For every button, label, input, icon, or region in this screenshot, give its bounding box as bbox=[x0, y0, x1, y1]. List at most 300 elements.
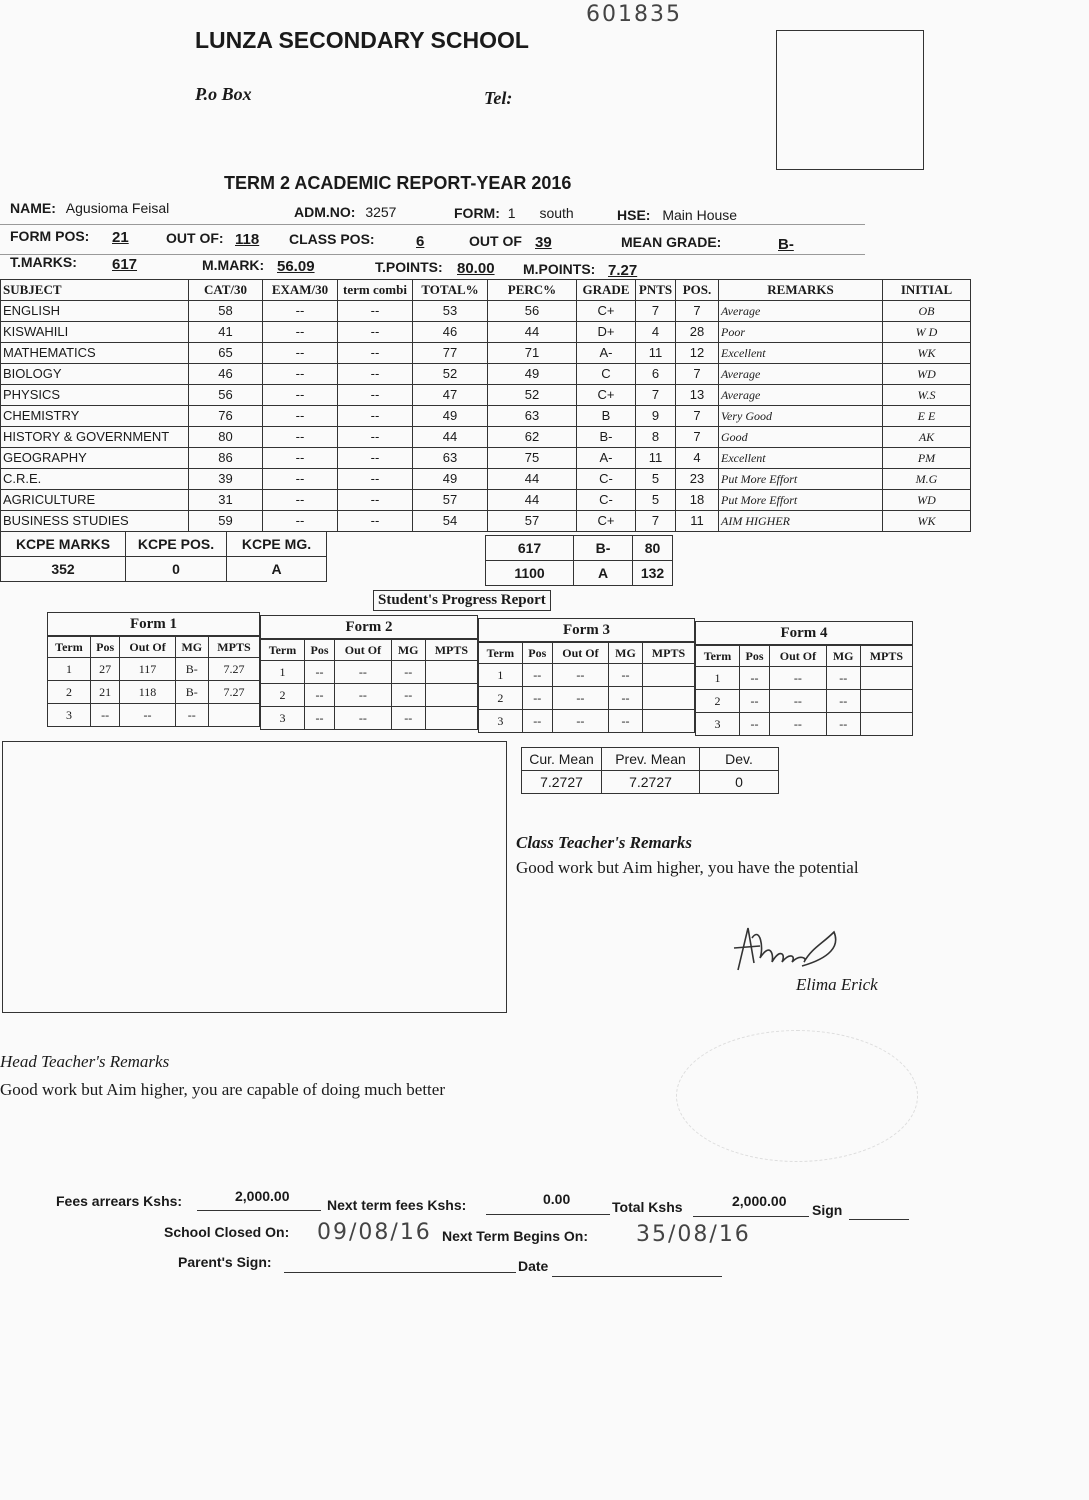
progress-cell: 118 bbox=[120, 681, 175, 704]
progress-form-4 bbox=[695, 621, 913, 736]
out-of-value: 118 bbox=[235, 231, 260, 248]
term-combi: -- bbox=[338, 427, 413, 448]
mean-value-cell: 0 bbox=[700, 771, 779, 794]
progress-cell: 21 bbox=[90, 681, 119, 704]
progress-cell: -- bbox=[739, 713, 769, 736]
grade: C- bbox=[577, 469, 636, 490]
remark: Poor bbox=[719, 322, 883, 343]
po-box-label: P.o Box bbox=[195, 84, 252, 104]
faded-stamp bbox=[676, 1030, 918, 1162]
class-teacher-text: Good work but Aim higher, you have the potential bbox=[516, 858, 859, 877]
progress-row bbox=[696, 690, 913, 713]
marks-header-cell: REMARKS bbox=[719, 280, 883, 301]
photo-box bbox=[776, 30, 924, 170]
marks-header-cell: term combi bbox=[338, 280, 413, 301]
progress-row bbox=[48, 704, 260, 727]
total-value: 2,000.00 bbox=[732, 1193, 787, 1209]
exam-score: -- bbox=[263, 343, 338, 364]
progress-cell bbox=[208, 704, 259, 727]
kcpe-header-cell: KCPE POS. bbox=[126, 532, 227, 557]
perc-score: 44 bbox=[488, 322, 577, 343]
points: 5 bbox=[636, 490, 676, 511]
subject-row bbox=[1, 427, 971, 448]
progress-cell: -- bbox=[739, 690, 769, 713]
subject-row bbox=[1, 448, 971, 469]
progress-row bbox=[261, 684, 478, 707]
subject-name: AGRICULTURE bbox=[1, 490, 189, 511]
progress-row bbox=[261, 661, 478, 684]
points: 7 bbox=[636, 511, 676, 532]
mean-value-row bbox=[522, 771, 779, 794]
term-combi: -- bbox=[338, 406, 413, 427]
initial: OB bbox=[883, 301, 971, 322]
progress-header-cell: Pos bbox=[304, 640, 334, 661]
total-marks: 1100 bbox=[486, 561, 574, 586]
total-percent: 53 bbox=[413, 301, 488, 322]
cat-score: 46 bbox=[189, 364, 263, 385]
progress-cell bbox=[860, 667, 912, 690]
perc-score: 56 bbox=[488, 301, 577, 322]
class-pos-label: CLASS POS: bbox=[289, 231, 375, 247]
progress-cell: 2 bbox=[261, 684, 305, 707]
comment-box bbox=[2, 741, 507, 1013]
grade: D+ bbox=[577, 322, 636, 343]
form-value: 1 bbox=[507, 205, 516, 221]
out-of-2-label: OUT OF bbox=[469, 233, 522, 249]
progress-cell: -- bbox=[522, 710, 552, 733]
total-points: 80 bbox=[633, 536, 673, 561]
date-line bbox=[552, 1276, 722, 1277]
form-pos-label: FORM POS: bbox=[10, 228, 90, 244]
exam-score: -- bbox=[263, 448, 338, 469]
position: 7 bbox=[676, 364, 719, 385]
cat-score: 76 bbox=[189, 406, 263, 427]
perc-score: 71 bbox=[488, 343, 577, 364]
total-percent: 52 bbox=[413, 364, 488, 385]
progress-cell: B- bbox=[175, 681, 208, 704]
cat-score: 56 bbox=[189, 385, 263, 406]
school-name: LUNZA SECONDARY SCHOOL bbox=[195, 27, 529, 53]
initial: M.G bbox=[883, 469, 971, 490]
progress-cell: -- bbox=[304, 707, 334, 730]
initial: WK bbox=[883, 343, 971, 364]
remark: Good bbox=[719, 427, 883, 448]
exam-score: -- bbox=[263, 301, 338, 322]
total-percent: 77 bbox=[413, 343, 488, 364]
marks-header-cell: PNTS bbox=[636, 280, 676, 301]
adm-number: 3257 bbox=[365, 204, 397, 220]
perc-score: 49 bbox=[488, 364, 577, 385]
progress-form-heading: Form 2 bbox=[260, 615, 478, 639]
subject-name: MATHEMATICS bbox=[1, 343, 189, 364]
remark: Put More Effort bbox=[719, 469, 883, 490]
kcpe-header-cell: KCPE MARKS bbox=[1, 532, 126, 557]
position: 4 bbox=[676, 448, 719, 469]
progress-cell: 1 bbox=[696, 667, 740, 690]
exam-score: -- bbox=[263, 406, 338, 427]
perc-score: 62 bbox=[488, 427, 577, 448]
progress-header-cell: Out Of bbox=[120, 637, 175, 658]
head-teacher-text: Good work but Aim higher, you are capable of doing much better bbox=[0, 1080, 445, 1099]
position: 11 bbox=[676, 511, 719, 532]
kcpe-header-cell: KCPE MG. bbox=[227, 532, 327, 557]
total-percent: 57 bbox=[413, 490, 488, 511]
remark: Put More Effort bbox=[719, 490, 883, 511]
progress-form-2 bbox=[260, 615, 478, 730]
progress-cell: -- bbox=[609, 687, 643, 710]
progress-cell: 3 bbox=[261, 707, 305, 730]
progress-cell bbox=[642, 687, 694, 710]
perc-score: 44 bbox=[488, 469, 577, 490]
progress-cell: 27 bbox=[90, 658, 119, 681]
marks-header-cell: CAT/30 bbox=[189, 280, 263, 301]
term-combi: -- bbox=[338, 385, 413, 406]
marks-table bbox=[0, 279, 971, 532]
progress-form-heading: Form 3 bbox=[478, 618, 695, 642]
mean-header-cell: Prev. Mean bbox=[602, 748, 700, 771]
progress-cell: -- bbox=[522, 687, 552, 710]
total-percent: 44 bbox=[413, 427, 488, 448]
kcpe-header-row bbox=[1, 532, 327, 557]
school-closed-date: 09/08/16 bbox=[317, 1220, 432, 1245]
marks-header-row bbox=[1, 280, 971, 301]
totals-row bbox=[486, 561, 673, 586]
initial: PM bbox=[883, 448, 971, 469]
progress-table bbox=[478, 642, 695, 733]
class-pos-value: 6 bbox=[416, 233, 425, 250]
exam-score: -- bbox=[263, 511, 338, 532]
progress-form-1 bbox=[47, 612, 260, 727]
parent-sign-label: Parent's Sign: bbox=[178, 1254, 272, 1270]
progress-cell: -- bbox=[826, 667, 860, 690]
progress-cell: 3 bbox=[479, 710, 523, 733]
progress-cell: -- bbox=[120, 704, 175, 727]
progress-cell: -- bbox=[826, 713, 860, 736]
initial: WK bbox=[883, 511, 971, 532]
cat-score: 58 bbox=[189, 301, 263, 322]
kcpe-value-cell: A bbox=[227, 557, 327, 582]
house-row bbox=[617, 207, 737, 223]
progress-header-row bbox=[261, 640, 478, 661]
progress-header-cell: Pos bbox=[739, 646, 769, 667]
exam-score: -- bbox=[263, 490, 338, 511]
marks-header-cell: EXAM/30 bbox=[263, 280, 338, 301]
progress-header-cell: MPTS bbox=[425, 640, 477, 661]
progress-cell: -- bbox=[770, 713, 827, 736]
progress-cell: 2 bbox=[479, 687, 523, 710]
total-percent: 46 bbox=[413, 322, 488, 343]
progress-title: Student's Progress Report bbox=[373, 590, 551, 611]
fees-arrears-value: 2,000.00 bbox=[235, 1188, 290, 1204]
total-percent: 63 bbox=[413, 448, 488, 469]
subject-row bbox=[1, 469, 971, 490]
points: 8 bbox=[636, 427, 676, 448]
progress-table bbox=[260, 639, 478, 730]
progress-header-cell: Pos bbox=[522, 643, 552, 664]
remark: Average bbox=[719, 301, 883, 322]
name-label: NAME: bbox=[10, 200, 56, 216]
progress-header-row bbox=[479, 643, 695, 664]
progress-cell: -- bbox=[552, 664, 608, 687]
position: 28 bbox=[676, 322, 719, 343]
mean-header-cell: Cur. Mean bbox=[522, 748, 602, 771]
progress-cell: 7.27 bbox=[208, 658, 259, 681]
total-marks: 617 bbox=[486, 536, 574, 561]
divider bbox=[0, 254, 865, 255]
sign-line bbox=[849, 1219, 909, 1220]
progress-cell: -- bbox=[391, 684, 425, 707]
subject-name: CHEMISTRY bbox=[1, 406, 189, 427]
kcpe-value-cell: 352 bbox=[1, 557, 126, 582]
progress-cell: -- bbox=[770, 667, 827, 690]
class-teacher-name: Elima Erick bbox=[796, 975, 878, 994]
fees-arrears-line bbox=[197, 1210, 321, 1211]
points: 7 bbox=[636, 385, 676, 406]
adm-label: ADM.NO: bbox=[294, 204, 356, 220]
subject-row bbox=[1, 385, 971, 406]
progress-cell bbox=[642, 710, 694, 733]
progress-header-cell: Term bbox=[696, 646, 740, 667]
next-term-begins-label: Next Term Begins On: bbox=[442, 1228, 588, 1244]
total-percent: 49 bbox=[413, 406, 488, 427]
position: 18 bbox=[676, 490, 719, 511]
progress-cell: -- bbox=[770, 690, 827, 713]
progress-cell bbox=[425, 661, 477, 684]
progress-header-cell: MG bbox=[391, 640, 425, 661]
sign-label: Sign bbox=[812, 1202, 843, 1218]
tel-label: Tel: bbox=[484, 88, 513, 108]
progress-cell: -- bbox=[335, 684, 392, 707]
progress-row bbox=[48, 658, 260, 681]
progress-cell bbox=[425, 684, 477, 707]
progress-cell bbox=[642, 664, 694, 687]
subject-row bbox=[1, 322, 971, 343]
initial: W.S bbox=[883, 385, 971, 406]
subject-name: ENGLISH bbox=[1, 301, 189, 322]
mean-value-cell: 7.2727 bbox=[602, 771, 700, 794]
points: 11 bbox=[636, 343, 676, 364]
perc-score: 63 bbox=[488, 406, 577, 427]
progress-cell: -- bbox=[739, 667, 769, 690]
remark: AIM HIGHER bbox=[719, 511, 883, 532]
subject-name: PHYSICS bbox=[1, 385, 189, 406]
exam-score: -- bbox=[263, 427, 338, 448]
kcpe-value-cell: 0 bbox=[126, 557, 227, 582]
total-label: Total Kshs bbox=[612, 1199, 683, 1215]
grade: C bbox=[577, 364, 636, 385]
grade: C+ bbox=[577, 511, 636, 532]
next-term-fees-label: Next term fees Kshs: bbox=[327, 1197, 467, 1213]
exam-score: -- bbox=[263, 364, 338, 385]
cat-score: 59 bbox=[189, 511, 263, 532]
head-teacher-heading: Head Teacher's Remarks bbox=[0, 1052, 170, 1071]
student-name: Agusioma Feisal bbox=[65, 200, 170, 216]
mean-grade-value: B- bbox=[778, 236, 794, 253]
progress-cell: -- bbox=[175, 704, 208, 727]
points: 7 bbox=[636, 301, 676, 322]
totals-table bbox=[485, 535, 673, 586]
progress-cell: 7.27 bbox=[208, 681, 259, 704]
initial: WD bbox=[883, 364, 971, 385]
exam-score: -- bbox=[263, 322, 338, 343]
subject-name: GEOGRAPHY bbox=[1, 448, 189, 469]
progress-cell bbox=[860, 690, 912, 713]
progress-cell: -- bbox=[609, 710, 643, 733]
progress-cell bbox=[425, 707, 477, 730]
progress-form-heading: Form 1 bbox=[47, 612, 260, 636]
grade: B bbox=[577, 406, 636, 427]
progress-row bbox=[479, 710, 695, 733]
points: 11 bbox=[636, 448, 676, 469]
total-percent: 49 bbox=[413, 469, 488, 490]
form-pos-value: 21 bbox=[112, 229, 129, 246]
grade: C- bbox=[577, 490, 636, 511]
progress-header-cell: Term bbox=[479, 643, 523, 664]
points: 5 bbox=[636, 469, 676, 490]
fees-arrears-label: Fees arrears Kshs: bbox=[56, 1193, 183, 1209]
mean-value-cell: 7.2727 bbox=[522, 771, 602, 794]
out-of-label: OUT OF: bbox=[166, 230, 224, 246]
m-mark-label: M.MARK: bbox=[202, 257, 265, 273]
total-grade: A bbox=[574, 561, 633, 586]
subject-name: HISTORY & GOVERNMENT bbox=[1, 427, 189, 448]
progress-cell: -- bbox=[335, 707, 392, 730]
perc-score: 52 bbox=[488, 385, 577, 406]
exam-score: -- bbox=[263, 469, 338, 490]
report-title: TERM 2 ACADEMIC REPORT-YEAR 2016 bbox=[224, 173, 572, 193]
position: 7 bbox=[676, 427, 719, 448]
subject-name: BUSINESS STUDIES bbox=[1, 511, 189, 532]
progress-form-heading: Form 4 bbox=[695, 621, 913, 645]
progress-row bbox=[479, 687, 695, 710]
next-term-fees-value: 0.00 bbox=[543, 1191, 571, 1207]
position: 7 bbox=[676, 406, 719, 427]
cat-score: 31 bbox=[189, 490, 263, 511]
progress-cell: B- bbox=[175, 658, 208, 681]
remark: Average bbox=[719, 364, 883, 385]
progress-cell: -- bbox=[552, 710, 608, 733]
total-line bbox=[693, 1216, 809, 1217]
points: 6 bbox=[636, 364, 676, 385]
divider bbox=[0, 224, 865, 225]
subject-name: C.R.E. bbox=[1, 469, 189, 490]
grade: A- bbox=[577, 448, 636, 469]
term-combi: -- bbox=[338, 511, 413, 532]
progress-header-cell: MPTS bbox=[860, 646, 912, 667]
marks-header-cell: SUBJECT bbox=[1, 280, 189, 301]
totals-row bbox=[486, 536, 673, 561]
progress-header-cell: Term bbox=[48, 637, 91, 658]
perc-score: 44 bbox=[488, 490, 577, 511]
progress-cell: 1 bbox=[261, 661, 305, 684]
progress-form-3 bbox=[478, 618, 695, 733]
cat-score: 39 bbox=[189, 469, 263, 490]
marks-header-cell: POS. bbox=[676, 280, 719, 301]
progress-cell: 3 bbox=[48, 704, 91, 727]
next-term-fees-line bbox=[486, 1214, 610, 1215]
points: 9 bbox=[636, 406, 676, 427]
remark: Average bbox=[719, 385, 883, 406]
total-percent: 47 bbox=[413, 385, 488, 406]
progress-row bbox=[261, 707, 478, 730]
grade: B- bbox=[577, 427, 636, 448]
subject-row bbox=[1, 406, 971, 427]
position: 13 bbox=[676, 385, 719, 406]
progress-cell: 2 bbox=[696, 690, 740, 713]
term-combi: -- bbox=[338, 364, 413, 385]
progress-header-cell: MG bbox=[175, 637, 208, 658]
progress-header-cell: Term bbox=[261, 640, 305, 661]
remark: Excellent bbox=[719, 343, 883, 364]
name-row bbox=[10, 200, 169, 216]
form-row bbox=[454, 205, 574, 221]
stream-value: south bbox=[539, 205, 574, 221]
perc-score: 75 bbox=[488, 448, 577, 469]
progress-header-cell: Out Of bbox=[335, 640, 392, 661]
subject-row bbox=[1, 490, 971, 511]
class-teacher-heading: Class Teacher's Remarks bbox=[516, 833, 693, 852]
cat-score: 86 bbox=[189, 448, 263, 469]
progress-row bbox=[696, 667, 913, 690]
total-grade: B- bbox=[574, 536, 633, 561]
progress-header-cell: Out Of bbox=[770, 646, 827, 667]
position: 7 bbox=[676, 301, 719, 322]
progress-header-cell: MG bbox=[609, 643, 643, 664]
progress-cell: -- bbox=[552, 687, 608, 710]
progress-row bbox=[479, 664, 695, 687]
initial: AK bbox=[883, 427, 971, 448]
t-points-value: 80.00 bbox=[457, 260, 495, 277]
position: 23 bbox=[676, 469, 719, 490]
remark: Excellent bbox=[719, 448, 883, 469]
perc-score: 57 bbox=[488, 511, 577, 532]
progress-row bbox=[48, 681, 260, 704]
progress-cell: -- bbox=[90, 704, 119, 727]
subject-name: BIOLOGY bbox=[1, 364, 189, 385]
progress-cell: 117 bbox=[120, 658, 175, 681]
m-points-label: M.POINTS: bbox=[523, 261, 596, 277]
progress-cell: 2 bbox=[48, 681, 91, 704]
school-closed-label: School Closed On: bbox=[164, 1224, 290, 1240]
progress-header-cell: MPTS bbox=[208, 637, 259, 658]
mean-grade-label: MEAN GRADE: bbox=[621, 234, 722, 250]
progress-cell: -- bbox=[826, 690, 860, 713]
subject-row bbox=[1, 511, 971, 532]
term-combi: -- bbox=[338, 343, 413, 364]
house-value: Main House bbox=[662, 207, 738, 223]
progress-cell: -- bbox=[391, 707, 425, 730]
subject-row bbox=[1, 364, 971, 385]
next-term-begins-date: 35/08/16 bbox=[636, 1222, 751, 1247]
cat-score: 80 bbox=[189, 427, 263, 448]
term-combi: -- bbox=[338, 490, 413, 511]
progress-header-cell: Pos bbox=[90, 637, 119, 658]
t-points-label: T.POINTS: bbox=[375, 259, 443, 275]
progress-header-cell: Out Of bbox=[552, 643, 608, 664]
cat-score: 41 bbox=[189, 322, 263, 343]
teacher-signature bbox=[730, 918, 845, 978]
initial: W D bbox=[883, 322, 971, 343]
term-combi: -- bbox=[338, 469, 413, 490]
total-percent: 54 bbox=[413, 511, 488, 532]
grade: C+ bbox=[577, 385, 636, 406]
progress-cell: -- bbox=[391, 661, 425, 684]
progress-cell: 3 bbox=[696, 713, 740, 736]
progress-table bbox=[695, 645, 913, 736]
exam-score: -- bbox=[263, 385, 338, 406]
marks-header-cell: INITIAL bbox=[883, 280, 971, 301]
remark: Very Good bbox=[719, 406, 883, 427]
